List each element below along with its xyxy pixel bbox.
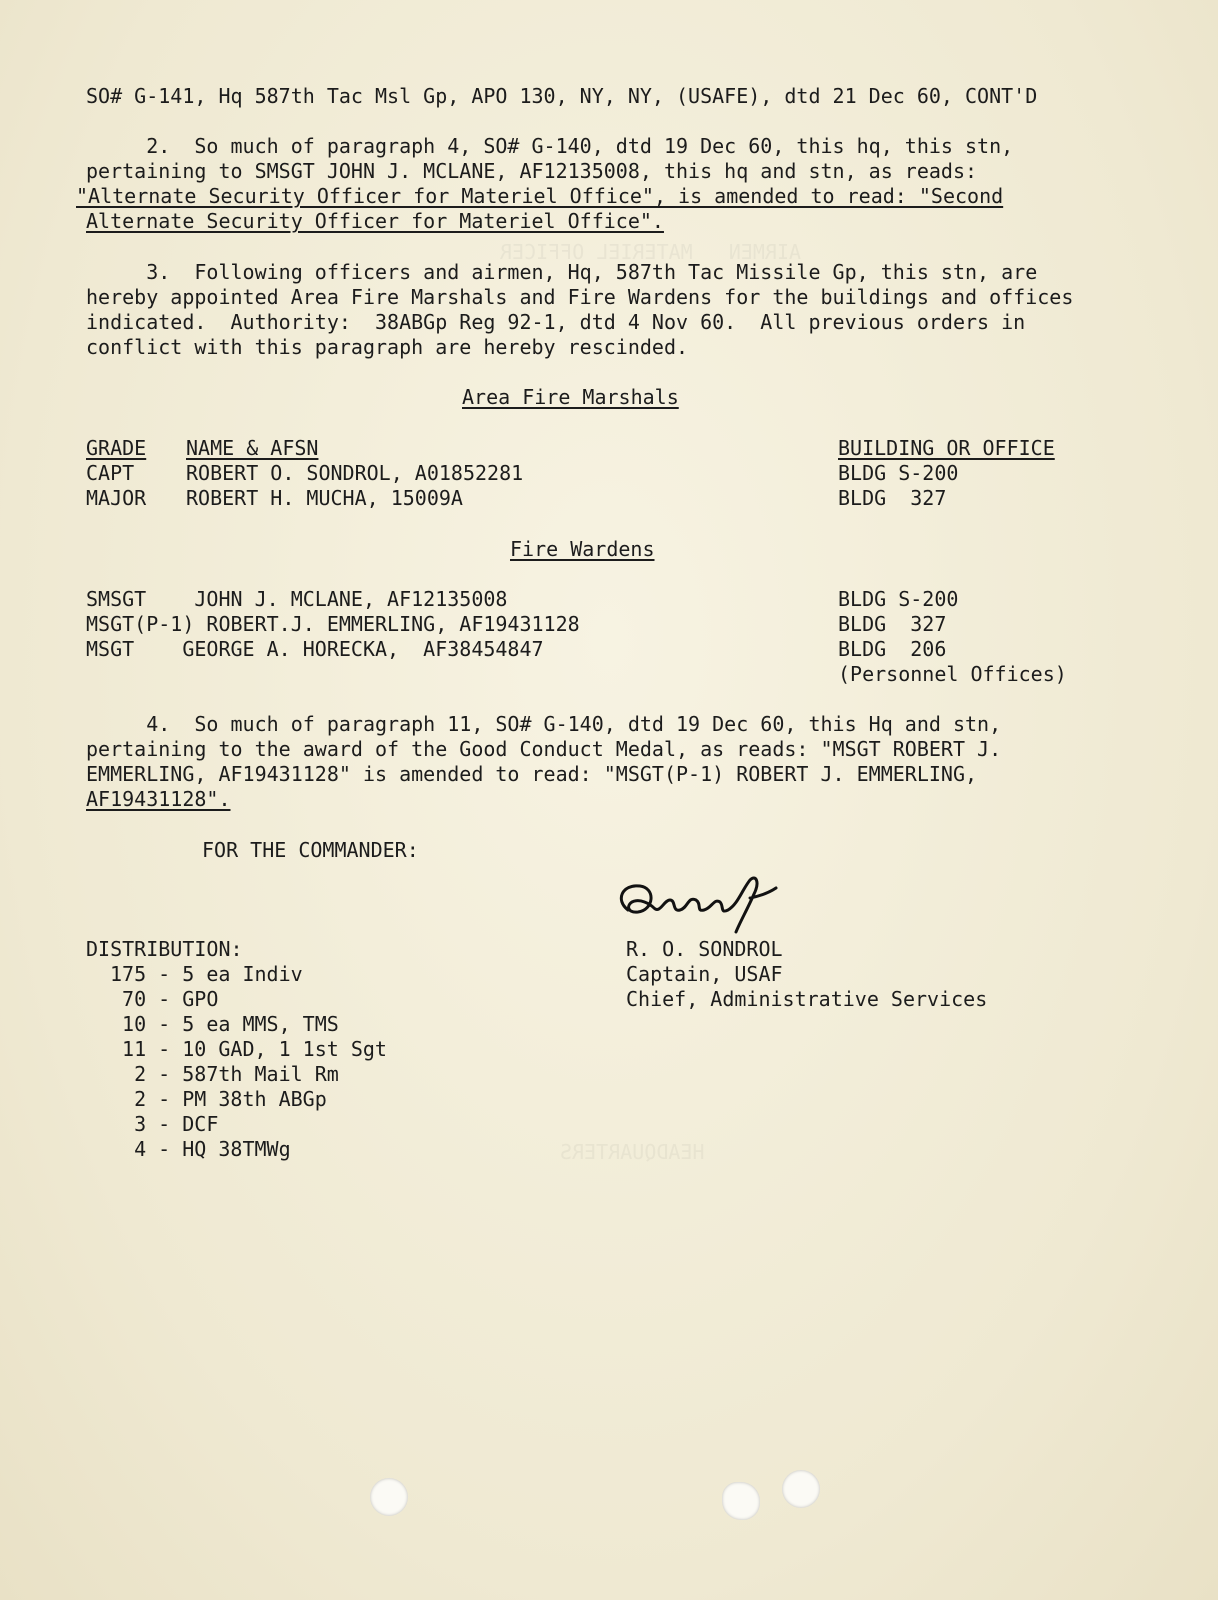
warden-entry: MSGT GEORGE A. HORECKA, AF38454847 xyxy=(86,637,544,661)
paragraph-line: indicated. Authority: 38ABGp Reg 92-1, dtd 4 Nov 60. All previous orders in xyxy=(86,310,1026,334)
column-header-building: BUILDING OR OFFICE xyxy=(838,436,1055,460)
list-item: 4 - HQ 38TMWg xyxy=(110,1137,291,1161)
column-header-grade: GRADE xyxy=(86,436,147,460)
paragraph-line: AF19431128". xyxy=(86,787,231,811)
list-item: 3 - DCF xyxy=(110,1112,219,1136)
paragraph-line: EMMERLING, AF19431128" is amended to read: "MSGT(P-1) ROBERT J. EMMERLING, xyxy=(86,762,978,786)
for-the-commander: FOR THE COMMANDER: xyxy=(202,838,419,862)
punch-hole xyxy=(782,1470,820,1508)
paragraph-line: "Alternate Security Officer for Materiel Office", is amended to read: "Second xyxy=(76,184,1004,208)
list-item: 70 - GPO xyxy=(110,987,219,1011)
building-cell: BLDG 327 xyxy=(838,612,947,636)
signature-image xyxy=(610,870,830,940)
name-cell: ROBERT O. SONDROL, A01852281 xyxy=(186,461,524,485)
signer-name: R. O. SONDROL xyxy=(626,937,783,961)
paragraph-line: 3. Following officers and airmen, Hq, 587th Tac Missile Gp, this stn, are xyxy=(86,260,1038,284)
paragraph-line: 4. So much of paragraph 11, SO# G-140, dtd 19 Dec 60, this Hq and stn, xyxy=(86,712,1002,736)
punch-hole xyxy=(722,1482,760,1520)
punch-hole xyxy=(370,1478,408,1516)
column-header-name: NAME & AFSN xyxy=(186,436,319,460)
signer-rank: Captain, USAF xyxy=(626,962,783,986)
list-item: 175 - 5 ea Indiv xyxy=(110,962,303,986)
warden-entry: MSGT(P-1) ROBERT.J. EMMERLING, AF19431128 xyxy=(86,612,580,636)
name-cell: ROBERT H. MUCHA, 15009A xyxy=(186,486,463,510)
building-note: (Personnel Offices) xyxy=(838,662,1067,686)
warden-entry: SMSGT JOHN J. MCLANE, AF12135008 xyxy=(86,587,508,611)
order-header: SO# G-141, Hq 587th Tac Msl Gp, APO 130, NY, NY, (USAFE), dtd 21 Dec 60, CONT'D xyxy=(86,84,1038,108)
section-heading: Fire Wardens xyxy=(510,537,655,561)
bleed-through-text: AIRMEN MATERIEL OFFICER xyxy=(500,240,802,264)
list-item: 11 - 10 GAD, 1 1st Sgt xyxy=(110,1037,387,1061)
paragraph-line: conflict with this paragraph are hereby rescinded. xyxy=(86,335,689,359)
paragraph-line: Alternate Security Officer for Materiel Office". xyxy=(86,209,664,233)
paragraph-line: pertaining to the award of the Good Conduct Medal, as reads: "MSGT ROBERT J. xyxy=(86,737,1002,761)
distribution-heading: DISTRIBUTION: xyxy=(86,937,243,961)
grade-cell: MAJOR xyxy=(86,486,147,510)
building-cell: BLDG S-200 xyxy=(838,587,959,611)
building-cell: BLDG 327 xyxy=(838,486,947,510)
section-heading: Area Fire Marshals xyxy=(462,385,679,409)
grade-cell: CAPT xyxy=(86,461,135,485)
building-cell: BLDG S-200 xyxy=(838,461,959,485)
paragraph-line: pertaining to SMSGT JOHN J. MCLANE, AF12135008, this hq and stn, as reads: xyxy=(86,159,978,183)
paragraph-line: hereby appointed Area Fire Marshals and Fire Wardens for the buildings and offices xyxy=(86,285,1074,309)
list-item: 10 - 5 ea MMS, TMS xyxy=(110,1012,339,1036)
list-item: 2 - PM 38th ABGp xyxy=(110,1087,327,1111)
signer-title: Chief, Administrative Services xyxy=(626,987,988,1011)
list-item: 2 - 587th Mail Rm xyxy=(110,1062,339,1086)
paragraph-line: 2. So much of paragraph 4, SO# G-140, dtd 19 Dec 60, this hq, this stn, xyxy=(86,134,1014,158)
bleed-through-text: HEADQUARTERS xyxy=(560,1140,705,1164)
building-cell: BLDG 206 xyxy=(838,637,947,661)
